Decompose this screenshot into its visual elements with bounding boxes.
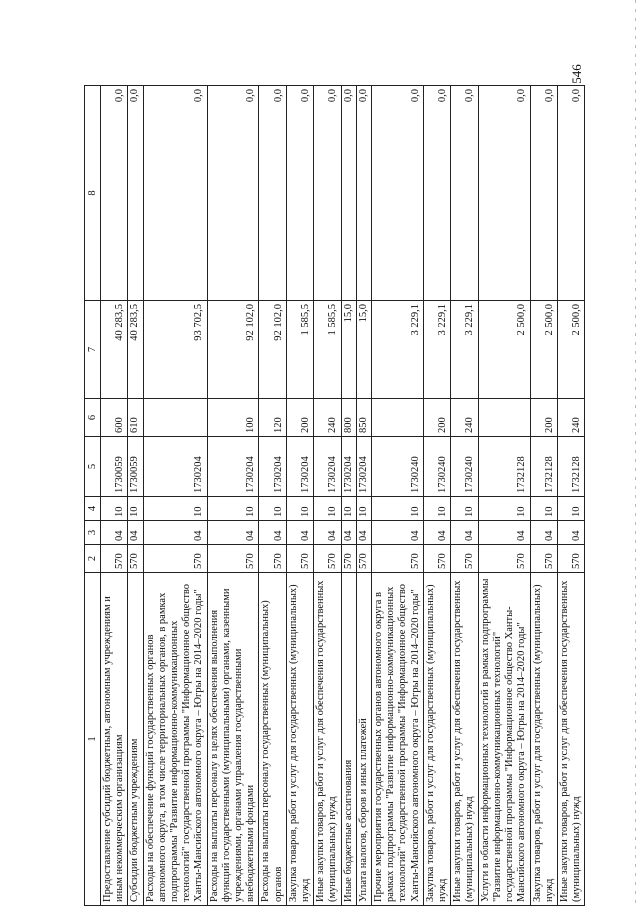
row-amount-col8: 0,0 [143,86,207,301]
row-expense-type: 240 [557,399,584,437]
row-subsection: 10 [451,497,478,521]
row-grbs: 570 [530,545,557,573]
row-subsection: 10 [530,497,557,521]
table-row [341,86,356,906]
table-row [101,86,128,906]
row-subsection: 10 [423,497,450,521]
row-section: 04 [341,521,356,545]
column-header-1: 1 [85,573,101,906]
row-amount: 3 229,1 [372,301,424,399]
row-name: Закупка товаров, работ и услуг для государственных (муниципальных) нужд [423,573,450,906]
row-grbs: 570 [372,545,424,573]
row-subsection: 10 [478,497,530,521]
row-amount: 3 229,1 [451,301,478,399]
row-expense-type: 240 [451,399,478,437]
row-subsection: 10 [286,497,313,521]
row-name: Закупка товаров, работ и услуг для государственных (муниципальных) нужд [286,573,313,906]
row-grbs: 570 [143,545,207,573]
row-amount: 93 702,5 [143,301,207,399]
row-subsection: 10 [207,497,259,521]
row-name: Уплата налогов, сборов и иных платежей [356,573,371,906]
table-row [259,86,286,906]
row-amount: 2 500,0 [478,301,530,399]
budget-table [84,85,585,906]
row-grbs: 570 [557,545,584,573]
row-grbs: 570 [286,545,313,573]
row-amount-col8: 0,0 [557,86,584,301]
row-expense-type: 850 [356,399,371,437]
row-name: Расходы на выплаты персоналу в целях обеспечения выполнения функций государственными (муниципальными) органами, казенными учреждениями, органами управления государственными внебюджетными фондами [207,573,259,906]
row-target-article: 1730204 [356,437,371,497]
row-subsection: 10 [259,497,286,521]
row-section: 04 [478,521,530,545]
row-amount: 15,0 [356,301,371,399]
table-row [314,86,341,906]
table-row [207,86,259,906]
row-section: 04 [286,521,313,545]
rotated-table-container [84,86,583,906]
row-amount-col8: 0,0 [128,86,143,301]
row-grbs: 570 [341,545,356,573]
row-expense-type [372,399,424,437]
row-section: 04 [314,521,341,545]
column-header-6: 6 [85,399,101,437]
row-grbs: 570 [314,545,341,573]
row-expense-type: 200 [286,399,313,437]
row-target-article: 1730204 [286,437,313,497]
row-amount-col8: 0,0 [423,86,450,301]
row-name: Прочие мероприятия государственных органов автономного округа в рамках подпрограммы "Развитие информационно-коммуникационных технологий" государственной программы "Информационное общество Ханты-Мансийского автономного округа – Югры на 2014–2020 годы" [372,573,424,906]
table-row [143,86,207,906]
row-grbs: 570 [423,545,450,573]
row-name: Услуги в области информационных технологий в рамках подпрограммы "Развитие информационно-коммуникационных технологий" государственной программы "Информационное общество Ханты-Мансийского автономного округа – Югры на 2014–2020 годы" [478,573,530,906]
row-target-article: 1730059 [101,437,128,497]
row-amount-col8: 0,0 [101,86,128,301]
scan-edge [635,0,636,905]
rotated-table-wrapper [84,86,583,906]
table-row [356,86,371,906]
table-body [101,86,585,906]
row-expense-type: 200 [530,399,557,437]
row-section: 04 [207,521,259,545]
row-amount-col8: 0,0 [314,86,341,301]
row-target-article: 1730204 [341,437,356,497]
row-amount: 1 585,5 [286,301,313,399]
row-amount-col8: 0,0 [341,86,356,301]
row-name: Субсидии бюджетным учреждениям [128,573,143,906]
row-name: Иные закупки товаров, работ и услуг для обеспечения государственных (муниципальных) нужд [557,573,584,906]
row-subsection: 10 [557,497,584,521]
header-row [85,86,101,906]
table-row [557,86,584,906]
row-grbs: 570 [207,545,259,573]
row-grbs: 570 [451,545,478,573]
row-name: Расходы на обеспечение функций государственных органов автономного округа, в том числе территориальных органов, в рамках подпрограммы "Развитие информационно-коммуникационных технологий" государственной программы "Информационное общество Ханты-Мансийского автономного округа – Югры на 2014–2020 годы" [143,573,207,906]
row-target-article: 1730059 [128,437,143,497]
row-name: Иные закупки товаров, работ и услуг для обеспечения государственных (муниципальных) нужд [451,573,478,906]
row-target-article: 1730204 [259,437,286,497]
row-subsection: 10 [372,497,424,521]
page-number: 546 [568,64,584,84]
row-amount-col8: 0,0 [207,86,259,301]
row-amount-col8: 0,0 [286,86,313,301]
row-target-article: 1730204 [143,437,207,497]
row-section: 04 [530,521,557,545]
row-amount-col8: 0,0 [451,86,478,301]
row-name: Иные закупки товаров, работ и услуг для обеспечения государственных (муниципальных) нужд [314,573,341,906]
row-expense-type: 120 [259,399,286,437]
row-amount: 40 283,5 [101,301,128,399]
row-amount-col8: 0,0 [259,86,286,301]
row-target-article: 1730240 [372,437,424,497]
row-grbs: 570 [356,545,371,573]
row-amount: 2 500,0 [530,301,557,399]
row-target-article: 1730204 [207,437,259,497]
row-section: 04 [101,521,128,545]
row-amount: 1 585,5 [314,301,341,399]
row-subsection: 10 [314,497,341,521]
row-expense-type [143,399,207,437]
table-row [451,86,478,906]
table-row [423,86,450,906]
table-row [372,86,424,906]
row-section: 04 [143,521,207,545]
row-amount: 3 229,1 [423,301,450,399]
column-header-3: 3 [85,521,101,545]
row-expense-type: 200 [423,399,450,437]
row-target-article: 1730240 [451,437,478,497]
row-amount-col8: 0,0 [356,86,371,301]
row-grbs: 570 [101,545,128,573]
table-row [128,86,143,906]
row-target-article: 1730240 [423,437,450,497]
row-name: Иные бюджетные ассигнования [341,573,356,906]
row-section: 04 [423,521,450,545]
row-section: 04 [128,521,143,545]
row-name: Закупка товаров, работ и услуг для государственных (муниципальных) нужд [530,573,557,906]
column-header-2: 2 [85,545,101,573]
row-amount-col8: 0,0 [530,86,557,301]
row-expense-type [478,399,530,437]
row-target-article: 1732128 [478,437,530,497]
row-amount: 40 283,5 [128,301,143,399]
row-grbs: 570 [478,545,530,573]
row-expense-type: 100 [207,399,259,437]
row-name: Предоставление субсидий бюджетным, автономным учреждениям и иным некоммерческим организациям [101,573,128,906]
column-header-4: 4 [85,497,101,521]
row-grbs: 570 [128,545,143,573]
row-expense-type: 800 [341,399,356,437]
row-subsection: 10 [128,497,143,521]
row-section: 04 [259,521,286,545]
row-section: 04 [356,521,371,545]
row-subsection: 10 [341,497,356,521]
column-header-7: 7 [85,301,101,399]
row-section: 04 [372,521,424,545]
row-amount: 92 102,0 [259,301,286,399]
row-expense-type: 610 [128,399,143,437]
table-row [286,86,313,906]
row-amount: 15,0 [341,301,356,399]
row-name: Расходы на выплаты персоналу государственных (муниципальных) органов [259,573,286,906]
row-target-article: 1732128 [557,437,584,497]
row-subsection: 10 [101,497,128,521]
row-amount-col8: 0,0 [372,86,424,301]
row-subsection: 10 [356,497,371,521]
table-row [478,86,530,906]
row-amount: 2 500,0 [557,301,584,399]
row-target-article: 1730204 [314,437,341,497]
row-section: 04 [557,521,584,545]
row-amount-col8: 0,0 [478,86,530,301]
column-header-5: 5 [85,437,101,497]
row-expense-type: 240 [314,399,341,437]
row-amount: 92 102,0 [207,301,259,399]
row-target-article: 1732128 [530,437,557,497]
row-subsection: 10 [143,497,207,521]
row-expense-type: 600 [101,399,128,437]
table-row [530,86,557,906]
row-grbs: 570 [259,545,286,573]
column-header-8: 8 [85,86,101,301]
row-section: 04 [451,521,478,545]
